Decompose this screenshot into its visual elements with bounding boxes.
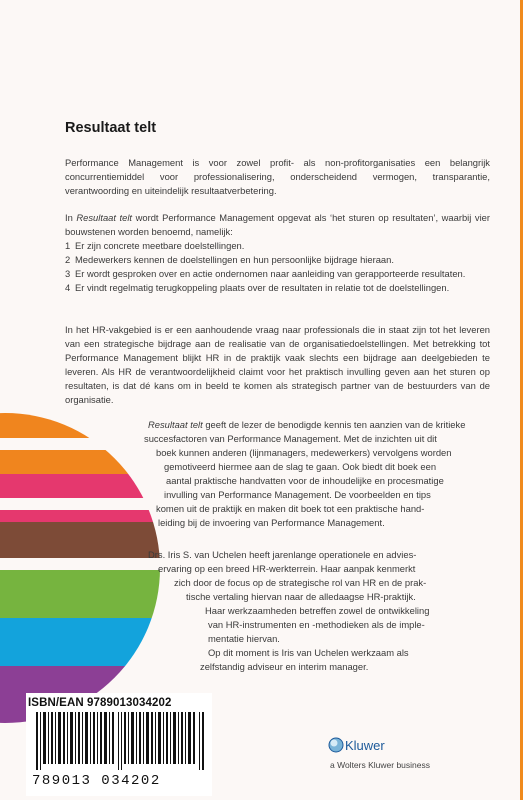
book-description-line: aantal praktische handvatten voor de inhoudelijke en procesmatige [166, 475, 444, 486]
publisher-name: Kluwer [345, 738, 385, 753]
author-bio-line: zich door de focus op de strategische rol van HR en de prak- [174, 577, 427, 588]
title-italic: Resultaat telt [76, 212, 133, 223]
book-description-line: leiding bij de invoering van Performance Management. [158, 517, 385, 528]
author-bio-line: ervaring op een breed HR-werkterrein. Haar aanpak kenmerkt [158, 563, 416, 574]
isbn-label: ISBN/EAN 9789013034202 [28, 697, 172, 709]
list-item [65, 281, 490, 295]
building-blocks-intro [65, 211, 490, 239]
author-bio-line: mentatie hiervan. [208, 633, 280, 644]
author-bio-line: zelfstandig adviseur en interim manager. [200, 661, 369, 672]
book-title: Resultaat telt [65, 120, 157, 136]
list-number: 3 [65, 268, 71, 280]
intro-paragraph: Performance Management is voor zowel profit- als non-profitorganisaties een belangrijk concurrentiemiddel voor professionalisering, onderscheidend vermogen, transparantie, verantwoording en uiteindelijk resultaatverbetering. [65, 157, 490, 197]
barcode-icon [36, 712, 208, 770]
author-bio-line: tische vertaling hiervan naar de alledaagse HR-praktijk. [186, 591, 416, 602]
author-bio-line: Op dit moment is Iris van Uchelen werkzaam als [208, 647, 409, 658]
author-bio-line: Drs. Iris S. van Uchelen heeft jarenlange operationele en advies- [148, 549, 417, 560]
book-description-line: succesfactoren van Performance Management. Met de inzichten uit dit [144, 433, 437, 444]
list-item [65, 253, 490, 267]
list-item [65, 267, 490, 281]
author-bio-line: van HR-instrumenten en -methodieken als de imple- [208, 619, 425, 630]
list-text: Medewerkers kennen de doelstellingen en hun persoonlijke bijdrage hieraan. [75, 254, 394, 266]
book-description-line: boek kunnen anderen (lijnmanagers, medewerkers) vervolgens worden [156, 447, 452, 458]
list-text: Er wordt gesproken over en actie ondernomen naar aanleiding van gerapporteerde resultaten. [75, 268, 466, 280]
kluwer-sphere-icon [327, 736, 345, 754]
text: wordt Performance Management opgevat als ‘het sturen op resultaten’, waarbij vier bouwstenen worden benoemd, namelijk: [65, 212, 491, 238]
list-number: 1 [65, 240, 71, 251]
book-description-line [148, 418, 490, 432]
barcode-digits: 789013 034202 [32, 773, 161, 789]
book-description-line: komen uit de praktijk en maken dit boek tot een praktische hand- [156, 503, 425, 514]
building-blocks-list [65, 239, 490, 295]
title-italic: Resultaat telt [148, 419, 203, 430]
list-number: 2 [65, 254, 71, 266]
list-number: 4 [65, 282, 71, 294]
author-bio-line: Haar werkzaamheden betreffen zowel de ontwikkeling [205, 605, 430, 616]
book-description-line: invulling van Performance Management. De voorbeelden en tips [164, 489, 431, 500]
publisher-tagline: a Wolters Kluwer business [330, 760, 430, 770]
list-text: Er vindt regelmatig terugkoppeling plaats over de resultaten in relatie tot de doelstellingen. [75, 282, 450, 294]
text: In [65, 212, 77, 223]
book-description-line: gemotiveerd hiermee aan de slag te gaan. Ook biedt dit boek een [164, 461, 437, 472]
list-item [65, 239, 490, 253]
list-text: Er zijn concrete meetbare doelstellingen. [75, 240, 245, 251]
text: geeft de lezer de benodigde kennis ten aanzien van de kritieke [202, 419, 466, 430]
hr-paragraph: In het HR-vakgebied is er een aanhoudende vraag naar professionals die in staat zijn tot het leveren van een strategische bijdrage aan de realisatie van de organisatiedoelstellingen. Met betrekking tot Performance Management blijkt HR in de praktijk vaak slechts een bijdrage aan deelgebieden te leveren. Als HR de verantwoordelijkheid claimt voor het praktisch invulling geven aan het sturen op resultaten, is dat dé kans om in beeld te komen als strategisch partner van de bestuurders van de organisatie. [65, 324, 490, 406]
